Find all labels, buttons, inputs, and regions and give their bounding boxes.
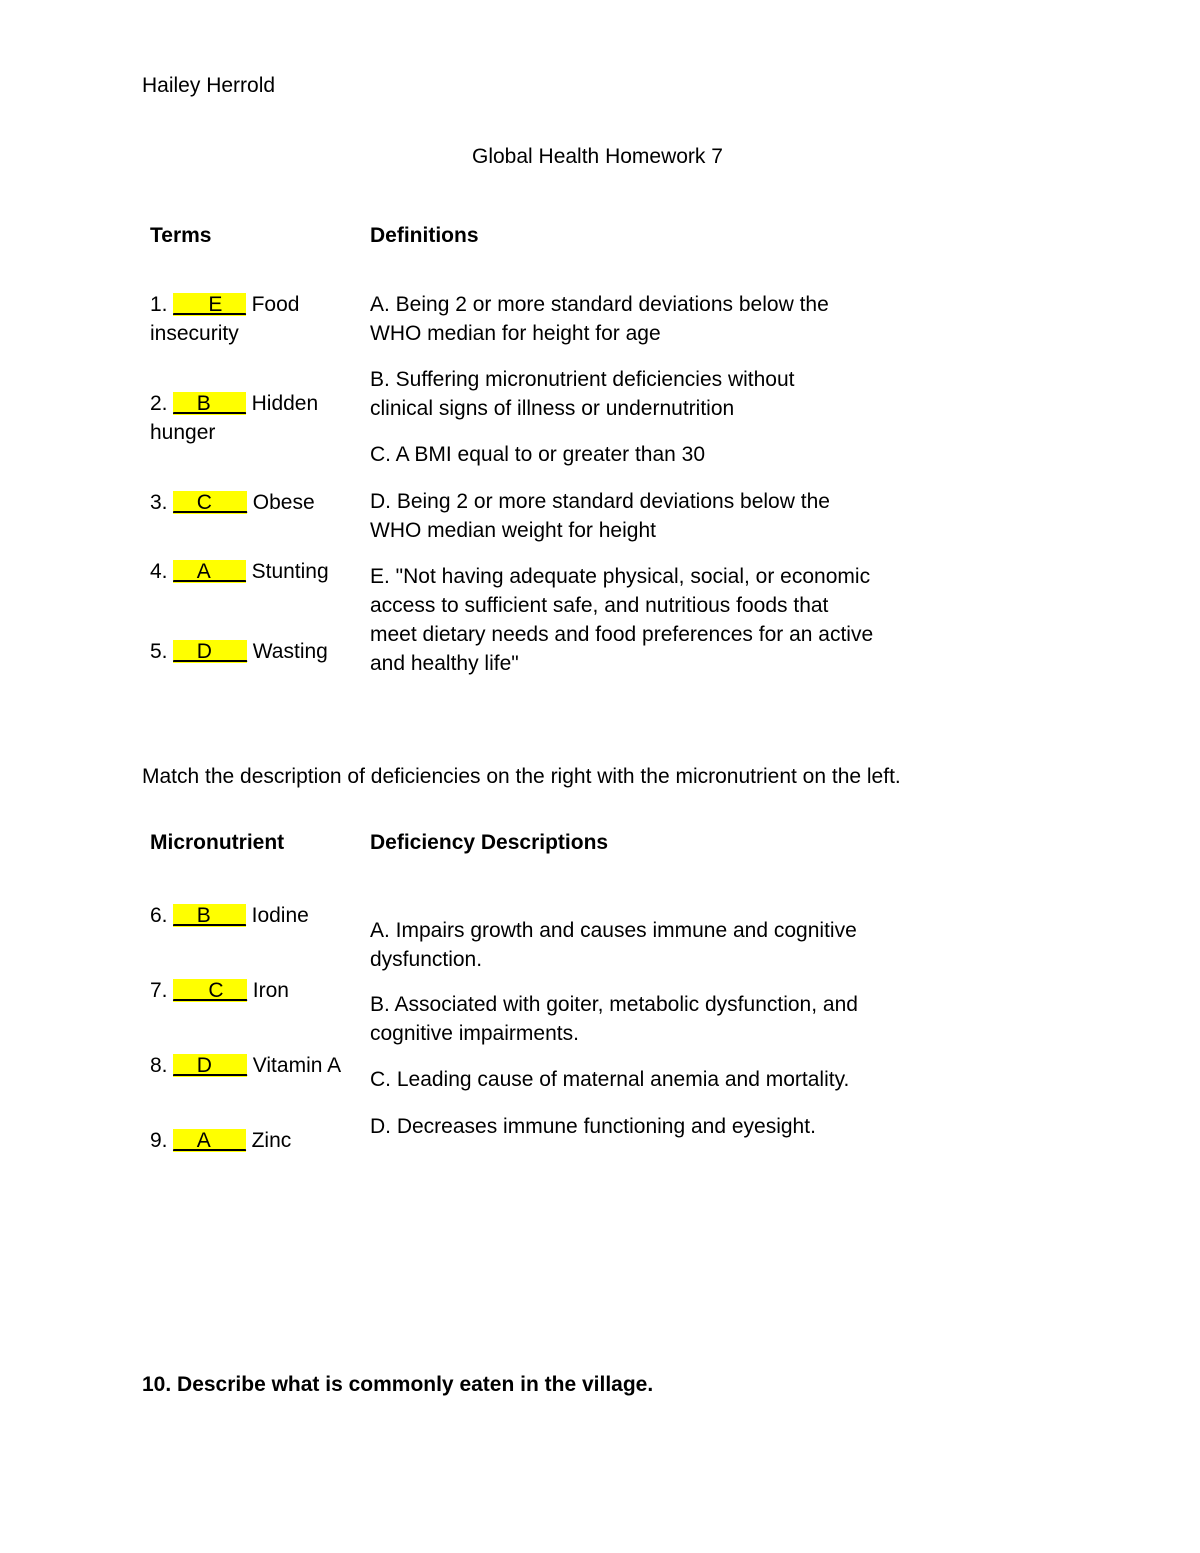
answer-blank[interactable]: __A___ bbox=[173, 560, 246, 583]
deficiency-header: Deficiency Descriptions bbox=[370, 831, 609, 854]
definition-text: meet dietary needs and food preferences for an active bbox=[370, 623, 874, 646]
definition-text: E. "Not having adequate physical, social, or economic bbox=[370, 565, 871, 588]
deficiency-text: B. Associated with goiter, metabolic dysfunction, and bbox=[370, 993, 858, 1016]
term-number: 2. bbox=[150, 392, 168, 415]
deficiency-d bbox=[370, 1112, 816, 1141]
term-item-4 bbox=[150, 557, 329, 586]
deficiency-text: A. Impairs growth and causes immune and cognitive bbox=[370, 919, 857, 942]
author-name: Hailey Herrold bbox=[142, 74, 276, 97]
term-item-1 bbox=[150, 290, 299, 319]
answer-blank[interactable]: __B___ bbox=[173, 392, 246, 415]
answer-blank[interactable]: __C___ bbox=[173, 491, 247, 514]
term-label: Food bbox=[251, 293, 300, 316]
definition-text: A. Being 2 or more standard deviations below the bbox=[370, 293, 829, 316]
item-number: 9. bbox=[150, 1129, 168, 1152]
definition-b bbox=[370, 365, 795, 423]
term-number: 3. bbox=[150, 491, 168, 514]
deficiency-b bbox=[370, 990, 858, 1048]
answer-blank[interactable]: ___E__ bbox=[173, 293, 246, 316]
definition-text: B. Suffering micronutrient deficiencies without bbox=[370, 368, 795, 391]
term-item-5 bbox=[150, 637, 328, 666]
term-number: 5. bbox=[150, 640, 168, 663]
definition-text: WHO median for height for age bbox=[370, 322, 661, 345]
deficiency-text: C. Leading cause of maternal anemia and mortality. bbox=[370, 1068, 850, 1091]
item-number: 6. bbox=[150, 904, 168, 927]
term-label: Obese bbox=[252, 491, 315, 514]
micronutrient-item-6 bbox=[150, 901, 309, 930]
answer-blank[interactable]: ___C__ bbox=[173, 979, 247, 1002]
terms-header: Terms bbox=[150, 224, 212, 247]
term-item-2 bbox=[150, 389, 318, 418]
answer-blank[interactable]: __B___ bbox=[173, 904, 246, 927]
instruction-text: Match the description of deficiencies on the right with the micronutrient on the left. bbox=[142, 765, 901, 788]
answer-blank[interactable]: __D___ bbox=[173, 640, 247, 663]
term-label: Stunting bbox=[251, 560, 329, 583]
definition-a bbox=[370, 290, 829, 348]
deficiency-a bbox=[370, 916, 857, 974]
definition-c bbox=[370, 440, 705, 469]
term-item-3 bbox=[150, 488, 315, 517]
term-label: Hidden bbox=[251, 392, 319, 415]
definition-e bbox=[370, 562, 873, 678]
micronutrient-label: Zinc bbox=[251, 1129, 292, 1152]
term-number: 4. bbox=[150, 560, 168, 583]
micronutrient-header: Micronutrient bbox=[150, 831, 285, 854]
term-number: 1. bbox=[150, 293, 168, 316]
term-label-continued: hunger bbox=[150, 421, 216, 444]
definition-text: D. Being 2 or more standard deviations below the bbox=[370, 490, 830, 513]
term-label-continued: insecurity bbox=[150, 322, 239, 345]
micronutrient-item-8 bbox=[150, 1051, 341, 1080]
definition-text: WHO median weight for height bbox=[370, 519, 656, 542]
question-10: 10. Describe what is commonly eaten in the village. bbox=[142, 1373, 654, 1396]
micronutrient-label: Iron bbox=[252, 979, 289, 1002]
answer-blank[interactable]: __D___ bbox=[173, 1054, 247, 1077]
definition-text: C. A BMI equal to or greater than 30 bbox=[370, 443, 706, 466]
item-number: 8. bbox=[150, 1054, 168, 1077]
item-number: 7. bbox=[150, 979, 168, 1002]
deficiency-text: dysfunction. bbox=[370, 948, 483, 971]
micronutrient-item-9 bbox=[150, 1126, 291, 1155]
definition-d bbox=[370, 487, 830, 545]
definition-text: and healthy life" bbox=[370, 652, 519, 675]
micronutrient-item-7 bbox=[150, 976, 289, 1005]
micronutrient-label: Iodine bbox=[251, 904, 309, 927]
definition-text: access to sufficient safe, and nutritious foods that bbox=[370, 594, 829, 617]
micronutrient-label: Vitamin A bbox=[252, 1054, 342, 1077]
page-title: Global Health Homework 7 bbox=[472, 145, 723, 168]
deficiency-c bbox=[370, 1065, 849, 1094]
answer-blank[interactable]: __A___ bbox=[173, 1129, 246, 1152]
term-label: Wasting bbox=[252, 640, 328, 663]
definition-text: clinical signs of illness or undernutrition bbox=[370, 397, 735, 420]
deficiency-text: cognitive impairments. bbox=[370, 1022, 579, 1045]
definitions-header: Definitions bbox=[370, 224, 479, 247]
deficiency-text: D. Decreases immune functioning and eyesight. bbox=[370, 1115, 816, 1138]
